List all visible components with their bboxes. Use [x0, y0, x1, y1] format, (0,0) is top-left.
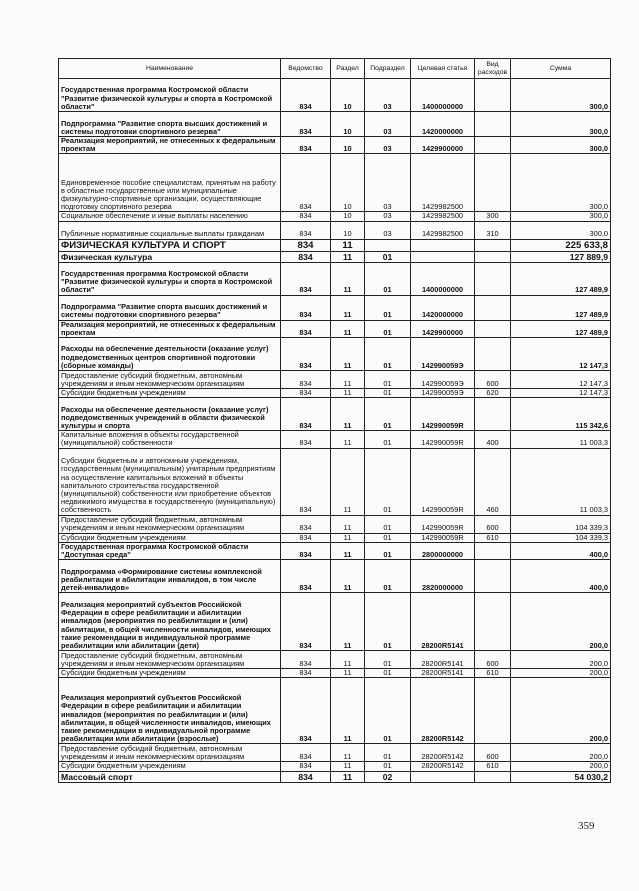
- cell-sum: 12 147,3: [511, 338, 611, 371]
- cell-section: 11: [331, 431, 365, 448]
- cell-target: 1400000000: [411, 79, 475, 112]
- cell-target: 28200R5142: [411, 744, 475, 762]
- cell-section: 10: [331, 221, 365, 239]
- cell-name: Реализация мероприятий субъектов Российской Федерации в сфере реабилитации и абилитации инвалидов (мероприятия по реабилитации и (или) абилитации, в общей численности инвалидов, имеющих такие рекомендации в индивидуальной программе реабилитации или абилитации (взрослые): [59, 678, 281, 744]
- cell-section: 10: [331, 79, 365, 112]
- header-subsection: Подраздел: [365, 59, 411, 79]
- cell-dept: 834: [281, 137, 331, 154]
- cell-target: 1420000000: [411, 112, 475, 137]
- cell-subsection: 01: [365, 320, 411, 337]
- cell-exptype: [475, 338, 511, 371]
- cell-name: Физическая культура: [59, 251, 281, 262]
- cell-sum: 11 003,3: [511, 431, 611, 448]
- cell-subsection: 01: [365, 515, 411, 533]
- cell-subsection: 01: [365, 262, 411, 295]
- cell-section: 10: [331, 212, 365, 221]
- table-row: [59, 398, 611, 431]
- cell-sum: 200,0: [511, 593, 611, 651]
- cell-target: 2800000000: [411, 542, 475, 559]
- cell-section: 11: [331, 338, 365, 371]
- cell-subsection: 01: [365, 431, 411, 448]
- cell-sum: 300,0: [511, 154, 611, 212]
- table-row: [59, 560, 611, 593]
- cell-dept: 834: [281, 338, 331, 371]
- cell-sum: 300,0: [511, 79, 611, 112]
- cell-target: 142990059R: [411, 398, 475, 431]
- cell-exptype: [475, 154, 511, 212]
- cell-exptype: 310: [475, 221, 511, 239]
- cell-exptype: [475, 678, 511, 744]
- table-header-row: [59, 59, 611, 79]
- cell-subsection: 01: [365, 762, 411, 771]
- cell-sum: 127 489,9: [511, 262, 611, 295]
- header-dept: Ведомство: [281, 59, 331, 79]
- table-row: [59, 533, 611, 542]
- table-row: [59, 593, 611, 651]
- cell-dept: 834: [281, 560, 331, 593]
- cell-name: Подпрограмма "Развитие спорта высших достижений и системы подготовки спортивного резерва": [59, 112, 281, 137]
- table-row: [59, 762, 611, 771]
- cell-sum: 12 147,3: [511, 371, 611, 389]
- cell-dept: 834: [281, 593, 331, 651]
- header-name: Наименование: [59, 59, 281, 79]
- cell-target: 28200R5141: [411, 593, 475, 651]
- table-row: [59, 669, 611, 678]
- cell-section: 11: [331, 251, 365, 262]
- cell-target: 1429982500: [411, 154, 475, 212]
- cell-exptype: [475, 251, 511, 262]
- cell-section: 11: [331, 651, 365, 669]
- cell-sum: 127 889,9: [511, 251, 611, 262]
- cell-target: [411, 239, 475, 251]
- cell-sum: 300,0: [511, 112, 611, 137]
- cell-dept: 834: [281, 154, 331, 212]
- cell-exptype: 600: [475, 651, 511, 669]
- cell-target: [411, 771, 475, 782]
- cell-dept: 834: [281, 762, 331, 771]
- cell-sum: 225 633,8: [511, 239, 611, 251]
- cell-dept: 834: [281, 448, 331, 515]
- table-row: [59, 154, 611, 212]
- cell-subsection: 02: [365, 771, 411, 782]
- cell-target: 1429982500: [411, 212, 475, 221]
- cell-section: 11: [331, 762, 365, 771]
- cell-exptype: [475, 593, 511, 651]
- cell-dept: 834: [281, 262, 331, 295]
- cell-subsection: 01: [365, 678, 411, 744]
- cell-exptype: [475, 79, 511, 112]
- cell-sum: 400,0: [511, 560, 611, 593]
- cell-exptype: 610: [475, 533, 511, 542]
- table-row: [59, 371, 611, 389]
- cell-sum: 200,0: [511, 651, 611, 669]
- header-exptype: Вид расходов: [475, 59, 511, 79]
- cell-subsection: 01: [365, 593, 411, 651]
- table-row: [59, 542, 611, 559]
- cell-dept: 834: [281, 542, 331, 559]
- cell-sum: 400,0: [511, 542, 611, 559]
- cell-exptype: [475, 295, 511, 320]
- table-row: [59, 678, 611, 744]
- cell-name: Расходы на обеспечение деятельности (оказание услуг) подведомственных учреждений в области физической культуры и спорта: [59, 398, 281, 431]
- cell-target: 28200R5141: [411, 669, 475, 678]
- cell-dept: 834: [281, 239, 331, 251]
- cell-exptype: 600: [475, 371, 511, 389]
- cell-sum: 200,0: [511, 669, 611, 678]
- cell-name: Государственная программа Костромской области "Развитие физической культуры и спорта в Костромской области": [59, 79, 281, 112]
- cell-section: 10: [331, 154, 365, 212]
- cell-subsection: 01: [365, 560, 411, 593]
- cell-section: 11: [331, 542, 365, 559]
- cell-dept: 834: [281, 398, 331, 431]
- cell-target: 142990059R: [411, 533, 475, 542]
- cell-name: Подпрограмма «Формирование системы комплексной реабилитации и абилитации инвалидов, в том числе детей-инвалидов»: [59, 560, 281, 593]
- header-target: Целевая статья: [411, 59, 475, 79]
- cell-dept: 834: [281, 221, 331, 239]
- cell-target: 28200R5141: [411, 651, 475, 669]
- cell-subsection: 01: [365, 338, 411, 371]
- cell-name: Предоставление субсидий бюджетным, автономным учреждениям и иным некоммерческим организациям: [59, 371, 281, 389]
- cell-name: Капитальные вложения в объекты государственной (муниципальной) собственности: [59, 431, 281, 448]
- cell-dept: 834: [281, 112, 331, 137]
- table-row: [59, 389, 611, 398]
- cell-name: Расходы на обеспечение деятельности (оказание услуг) подведомственных центров спортивной подготовки (сборные команды): [59, 338, 281, 371]
- cell-section: 11: [331, 678, 365, 744]
- table-row: [59, 262, 611, 295]
- cell-section: 11: [331, 515, 365, 533]
- cell-sum: 127 489,9: [511, 320, 611, 337]
- table-row: [59, 239, 611, 251]
- cell-dept: 834: [281, 651, 331, 669]
- cell-dept: 834: [281, 431, 331, 448]
- cell-section: 11: [331, 560, 365, 593]
- cell-dept: 834: [281, 389, 331, 398]
- cell-name: Реализация мероприятий, не отнесенных к федеральным проектам: [59, 137, 281, 154]
- cell-name: Предоставление субсидий бюджетным, автономным учреждениям и иным некоммерческим организациям: [59, 744, 281, 762]
- cell-exptype: 400: [475, 431, 511, 448]
- cell-sum: 200,0: [511, 744, 611, 762]
- cell-dept: 834: [281, 515, 331, 533]
- cell-name: Субсидии бюджетным учреждениям: [59, 762, 281, 771]
- cell-exptype: [475, 239, 511, 251]
- cell-dept: 834: [281, 251, 331, 262]
- cell-exptype: 300: [475, 212, 511, 221]
- table-row: [59, 448, 611, 515]
- cell-subsection: 01: [365, 251, 411, 262]
- cell-dept: 834: [281, 678, 331, 744]
- cell-exptype: [475, 398, 511, 431]
- table-row: [59, 515, 611, 533]
- cell-subsection: 03: [365, 79, 411, 112]
- cell-section: 11: [331, 398, 365, 431]
- cell-subsection: 01: [365, 533, 411, 542]
- cell-section: 11: [331, 744, 365, 762]
- cell-subsection: 01: [365, 651, 411, 669]
- cell-sum: 300,0: [511, 212, 611, 221]
- cell-name: Реализация мероприятий, не отнесенных к федеральным проектам: [59, 320, 281, 337]
- cell-name: Публичные нормативные социальные выплаты гражданам: [59, 221, 281, 239]
- table-row: [59, 112, 611, 137]
- cell-section: 11: [331, 239, 365, 251]
- cell-section: 11: [331, 771, 365, 782]
- cell-dept: 834: [281, 771, 331, 782]
- cell-name: Государственная программа Костромской области "Доступная среда": [59, 542, 281, 559]
- budget-table: [58, 58, 611, 783]
- cell-dept: 834: [281, 212, 331, 221]
- table-row: [59, 137, 611, 154]
- cell-sum: 200,0: [511, 762, 611, 771]
- cell-name: Массовый спорт: [59, 771, 281, 782]
- cell-target: 142990059R: [411, 448, 475, 515]
- cell-exptype: [475, 542, 511, 559]
- cell-section: 11: [331, 389, 365, 398]
- cell-target: 1429900000: [411, 320, 475, 337]
- cell-target: 28200R5142: [411, 678, 475, 744]
- cell-subsection: 01: [365, 448, 411, 515]
- table-row: [59, 221, 611, 239]
- cell-section: 11: [331, 669, 365, 678]
- cell-sum: 54 030,2: [511, 771, 611, 782]
- cell-exptype: 600: [475, 515, 511, 533]
- cell-exptype: 600: [475, 744, 511, 762]
- cell-target: 2820000000: [411, 560, 475, 593]
- cell-name: Подпрограмма "Развитие спорта высших достижений и системы подготовки спортивного резерва": [59, 295, 281, 320]
- table-body: [59, 79, 611, 783]
- cell-name: Субсидии бюджетным учреждениям: [59, 389, 281, 398]
- cell-section: 11: [331, 320, 365, 337]
- cell-sum: 104 339,3: [511, 515, 611, 533]
- table-row: [59, 79, 611, 112]
- cell-target: 142990059Э: [411, 371, 475, 389]
- cell-exptype: [475, 560, 511, 593]
- page-number: 359: [578, 820, 595, 832]
- cell-subsection: 03: [365, 137, 411, 154]
- cell-subsection: 01: [365, 295, 411, 320]
- cell-exptype: 610: [475, 762, 511, 771]
- cell-section: 11: [331, 371, 365, 389]
- cell-name: Единовременное пособие специалистам, принятым на работу в областные государственные или муниципальные физкультурно-спортивные организации, осуществляющие подготовку спортивного резерва: [59, 154, 281, 212]
- table-row: [59, 338, 611, 371]
- cell-name: Государственная программа Костромской области "Развитие физической культуры и спорта в Костромской области": [59, 262, 281, 295]
- table-row: [59, 651, 611, 669]
- cell-exptype: 620: [475, 389, 511, 398]
- cell-sum: 300,0: [511, 137, 611, 154]
- cell-target: 142990059Э: [411, 338, 475, 371]
- cell-target: 28200R5142: [411, 762, 475, 771]
- cell-subsection: 03: [365, 112, 411, 137]
- cell-name: Предоставление субсидий бюджетным, автономным учреждениям и иным некоммерческим организациям: [59, 651, 281, 669]
- cell-target: 142990059R: [411, 515, 475, 533]
- cell-exptype: [475, 137, 511, 154]
- cell-target: 1420000000: [411, 295, 475, 320]
- cell-sum: 115 342,6: [511, 398, 611, 431]
- cell-target: 142990059Э: [411, 389, 475, 398]
- budget-table-container: [58, 58, 610, 783]
- cell-name: ФИЗИЧЕСКАЯ КУЛЬТУРА И СПОРТ: [59, 239, 281, 251]
- cell-exptype: [475, 771, 511, 782]
- cell-dept: 834: [281, 533, 331, 542]
- cell-name: Субсидии бюджетным учреждениям: [59, 533, 281, 542]
- cell-name: Социальное обеспечение и иные выплаты населению: [59, 212, 281, 221]
- cell-dept: 834: [281, 320, 331, 337]
- table-row: [59, 431, 611, 448]
- cell-subsection: 01: [365, 398, 411, 431]
- cell-sum: 11 003,3: [511, 448, 611, 515]
- cell-target: 1400000000: [411, 262, 475, 295]
- cell-section: 10: [331, 112, 365, 137]
- cell-dept: 834: [281, 669, 331, 678]
- cell-subsection: [365, 239, 411, 251]
- cell-sum: 300,0: [511, 221, 611, 239]
- cell-subsection: 03: [365, 221, 411, 239]
- cell-sum: 12 147,3: [511, 389, 611, 398]
- header-sum: Сумма: [511, 59, 611, 79]
- cell-section: 11: [331, 533, 365, 542]
- cell-target: [411, 251, 475, 262]
- cell-dept: 834: [281, 79, 331, 112]
- cell-name: Субсидии бюджетным учреждениям: [59, 669, 281, 678]
- cell-target: 142990059R: [411, 431, 475, 448]
- cell-exptype: 460: [475, 448, 511, 515]
- cell-sum: 127 489,9: [511, 295, 611, 320]
- table-row: [59, 251, 611, 262]
- cell-name: Субсидии бюджетным и автономным учреждениям, государственным (муниципальным) унитарным предприятиям на осуществление капитальных вложений в объекты капитального строительства государственной (муниципальной) собственности или приобретение объектов недвижимого имущества в государственную (муниципальную) собственность: [59, 448, 281, 515]
- cell-name: Предоставление субсидий бюджетным, автономным учреждениям и иным некоммерческим организациям: [59, 515, 281, 533]
- cell-exptype: [475, 262, 511, 295]
- cell-target: 1429982500: [411, 221, 475, 239]
- cell-section: 11: [331, 295, 365, 320]
- table-row: [59, 744, 611, 762]
- cell-subsection: 03: [365, 154, 411, 212]
- cell-subsection: 01: [365, 389, 411, 398]
- header-section: Раздел: [331, 59, 365, 79]
- table-row: [59, 295, 611, 320]
- cell-subsection: 01: [365, 542, 411, 559]
- cell-exptype: 610: [475, 669, 511, 678]
- cell-name: Реализация мероприятий субъектов Российской Федерации в сфере реабилитации и абилитации инвалидов (мероприятия по реабилитации и (или) абилитации, в общей численности инвалидов, имеющих такие рекомендации в индивидуальной программе реабилитации или абилитации (дети): [59, 593, 281, 651]
- cell-dept: 834: [281, 295, 331, 320]
- cell-subsection: 01: [365, 669, 411, 678]
- cell-dept: 834: [281, 744, 331, 762]
- cell-exptype: [475, 112, 511, 137]
- cell-section: 11: [331, 262, 365, 295]
- cell-section: 11: [331, 448, 365, 515]
- cell-subsection: 01: [365, 371, 411, 389]
- cell-subsection: 01: [365, 744, 411, 762]
- table-row: [59, 771, 611, 782]
- cell-section: 10: [331, 137, 365, 154]
- cell-target: 1429900000: [411, 137, 475, 154]
- cell-section: 11: [331, 593, 365, 651]
- cell-dept: 834: [281, 371, 331, 389]
- cell-sum: 200,0: [511, 678, 611, 744]
- table-row: [59, 212, 611, 221]
- cell-exptype: [475, 320, 511, 337]
- cell-sum: 104 339,3: [511, 533, 611, 542]
- cell-subsection: 03: [365, 212, 411, 221]
- table-row: [59, 320, 611, 337]
